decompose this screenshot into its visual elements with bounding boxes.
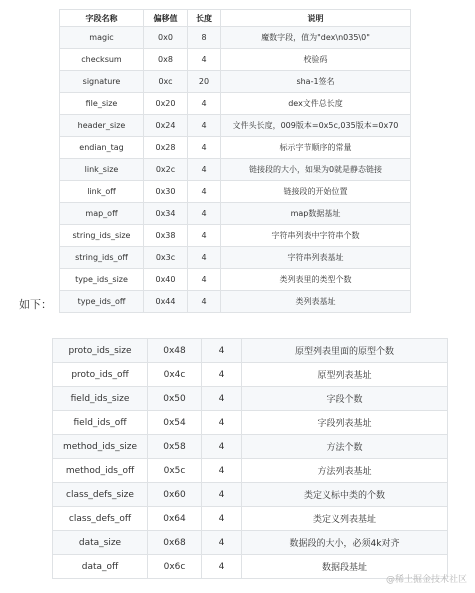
table-cell: 魔数字段，值为"dex\n035\0" xyxy=(221,27,411,49)
table-cell: checksum xyxy=(60,49,144,71)
table-cell: 4 xyxy=(188,181,221,203)
column-header: 偏移值 xyxy=(144,10,188,27)
table-cell: 0x6c xyxy=(148,555,202,579)
table-row xyxy=(53,507,448,531)
table-cell: map数据基址 xyxy=(221,203,411,225)
table-row xyxy=(60,71,411,93)
table-cell: 0x5c xyxy=(148,459,202,483)
table-cell: type_ids_off xyxy=(60,291,144,313)
table-row xyxy=(60,159,411,181)
table-cell: string_ids_off xyxy=(60,247,144,269)
table-cell: method_ids_size xyxy=(53,435,148,459)
table-cell: 4 xyxy=(202,363,242,387)
table-cell: 4 xyxy=(188,247,221,269)
table-cell: 4 xyxy=(202,483,242,507)
table-cell: 4 xyxy=(188,159,221,181)
table-cell: 0x54 xyxy=(148,411,202,435)
table-cell: 0x50 xyxy=(148,387,202,411)
table-row xyxy=(60,137,411,159)
table-cell: string_ids_size xyxy=(60,225,144,247)
table-cell: class_defs_off xyxy=(53,507,148,531)
table-row xyxy=(60,115,411,137)
table-row xyxy=(53,459,448,483)
column-header: 说明 xyxy=(221,10,411,27)
table-cell: 链接段的大小，如果为0就是静态链接 xyxy=(221,159,411,181)
table-cell: sha-1签名 xyxy=(221,71,411,93)
table-cell: file_size xyxy=(60,93,144,115)
table-row xyxy=(60,269,411,291)
table-cell: 4 xyxy=(202,531,242,555)
table-cell: 文件头长度，009版本=0x5c,035版本=0x70 xyxy=(221,115,411,137)
table-cell: 字段个数 xyxy=(242,387,448,411)
table-row xyxy=(60,93,411,115)
table-cell: 字符串列表中字符串个数 xyxy=(221,225,411,247)
table-cell: 数据段的大小，必须4k对齐 xyxy=(242,531,448,555)
table-cell: method_ids_off xyxy=(53,459,148,483)
table-cell: 4 xyxy=(202,555,242,579)
table-cell: 链接段的开始位置 xyxy=(221,181,411,203)
table-cell: 类定义列表基址 xyxy=(242,507,448,531)
table-cell: 0x2c xyxy=(144,159,188,181)
table-cell: 类定义标中类的个数 xyxy=(242,483,448,507)
table-cell: 0x48 xyxy=(148,339,202,363)
table-cell: data_size xyxy=(53,531,148,555)
table-row xyxy=(53,483,448,507)
table-cell: 字符串列表基址 xyxy=(221,247,411,269)
table-cell: header_size xyxy=(60,115,144,137)
table-cell: field_ids_off xyxy=(53,411,148,435)
table-cell: 方法列表基址 xyxy=(242,459,448,483)
table-cell: 4 xyxy=(188,115,221,137)
table-cell: link_off xyxy=(60,181,144,203)
column-header: 字段名称 xyxy=(60,10,144,27)
table-row xyxy=(53,411,448,435)
table-row xyxy=(60,49,411,71)
column-header: 长度 xyxy=(188,10,221,27)
table-cell: proto_ids_off xyxy=(53,363,148,387)
table-cell: magic xyxy=(60,27,144,49)
table-cell: data_off xyxy=(53,555,148,579)
table-cell: 类列表里的类型个数 xyxy=(221,269,411,291)
table-cell: 4 xyxy=(188,49,221,71)
table-row xyxy=(60,203,411,225)
table-cell: signature xyxy=(60,71,144,93)
table-cell: 0x28 xyxy=(144,137,188,159)
table-cell: 0x34 xyxy=(144,203,188,225)
table-row xyxy=(53,531,448,555)
watermark: @稀土掘金技术社区 xyxy=(385,575,467,585)
table-cell: proto_ids_size xyxy=(53,339,148,363)
table-cell: 8 xyxy=(188,27,221,49)
table-cell: 原型列表里面的原型个数 xyxy=(242,339,448,363)
table-cell: type_ids_size xyxy=(60,269,144,291)
table-cell: 0x4c xyxy=(148,363,202,387)
table-cell: 4 xyxy=(188,269,221,291)
table-cell: 标示字节顺序的常量 xyxy=(221,137,411,159)
table-cell: 0x58 xyxy=(148,435,202,459)
table-cell: 0x68 xyxy=(148,531,202,555)
table-cell: 0x40 xyxy=(144,269,188,291)
table-cell: map_off xyxy=(60,203,144,225)
table-cell: 数据段基址 xyxy=(242,555,448,579)
table-cell: 0x0 xyxy=(144,27,188,49)
table-cell: 方法个数 xyxy=(242,435,448,459)
table-cell: 0x3c xyxy=(144,247,188,269)
table-cell: 4 xyxy=(202,411,242,435)
table-cell: endian_tag xyxy=(60,137,144,159)
table-row xyxy=(60,291,411,313)
table-cell: 4 xyxy=(188,203,221,225)
table-cell: 4 xyxy=(202,507,242,531)
table-cell: 20 xyxy=(188,71,221,93)
table-cell: 0x64 xyxy=(148,507,202,531)
table-cell: 4 xyxy=(188,137,221,159)
table-row xyxy=(60,181,411,203)
table-cell: 0x20 xyxy=(144,93,188,115)
table-cell: 4 xyxy=(202,435,242,459)
header-field-table-continued xyxy=(52,338,448,579)
table-cell: class_defs_size xyxy=(53,483,148,507)
table-cell: 原型列表基址 xyxy=(242,363,448,387)
table-cell: field_ids_size xyxy=(53,387,148,411)
table-row xyxy=(60,27,411,49)
table-cell: 0x24 xyxy=(144,115,188,137)
table-cell: 4 xyxy=(188,225,221,247)
table-cell: 校验码 xyxy=(221,49,411,71)
table-row xyxy=(53,387,448,411)
table-cell: 字段列表基址 xyxy=(242,411,448,435)
table-cell: dex文件总长度 xyxy=(221,93,411,115)
table-cell: 4 xyxy=(188,291,221,313)
header-field-table xyxy=(59,9,411,313)
table-cell: 4 xyxy=(202,387,242,411)
table-cell: 0x30 xyxy=(144,181,188,203)
table-cell: 类列表基址 xyxy=(221,291,411,313)
table-row xyxy=(60,247,411,269)
table-row xyxy=(53,435,448,459)
table-row xyxy=(60,225,411,247)
table-row xyxy=(53,363,448,387)
table-row xyxy=(53,339,448,363)
table-cell: 4 xyxy=(202,339,242,363)
table-cell: 4 xyxy=(188,93,221,115)
caption-text: 如下： xyxy=(19,298,52,311)
table-cell: 0x8 xyxy=(144,49,188,71)
table-cell: 0x38 xyxy=(144,225,188,247)
table-cell: 0xc xyxy=(144,71,188,93)
table-cell: link_size xyxy=(60,159,144,181)
table-cell: 0x60 xyxy=(148,483,202,507)
table-cell: 0x44 xyxy=(144,291,188,313)
table-header-row xyxy=(60,10,411,27)
table-cell: 4 xyxy=(202,459,242,483)
